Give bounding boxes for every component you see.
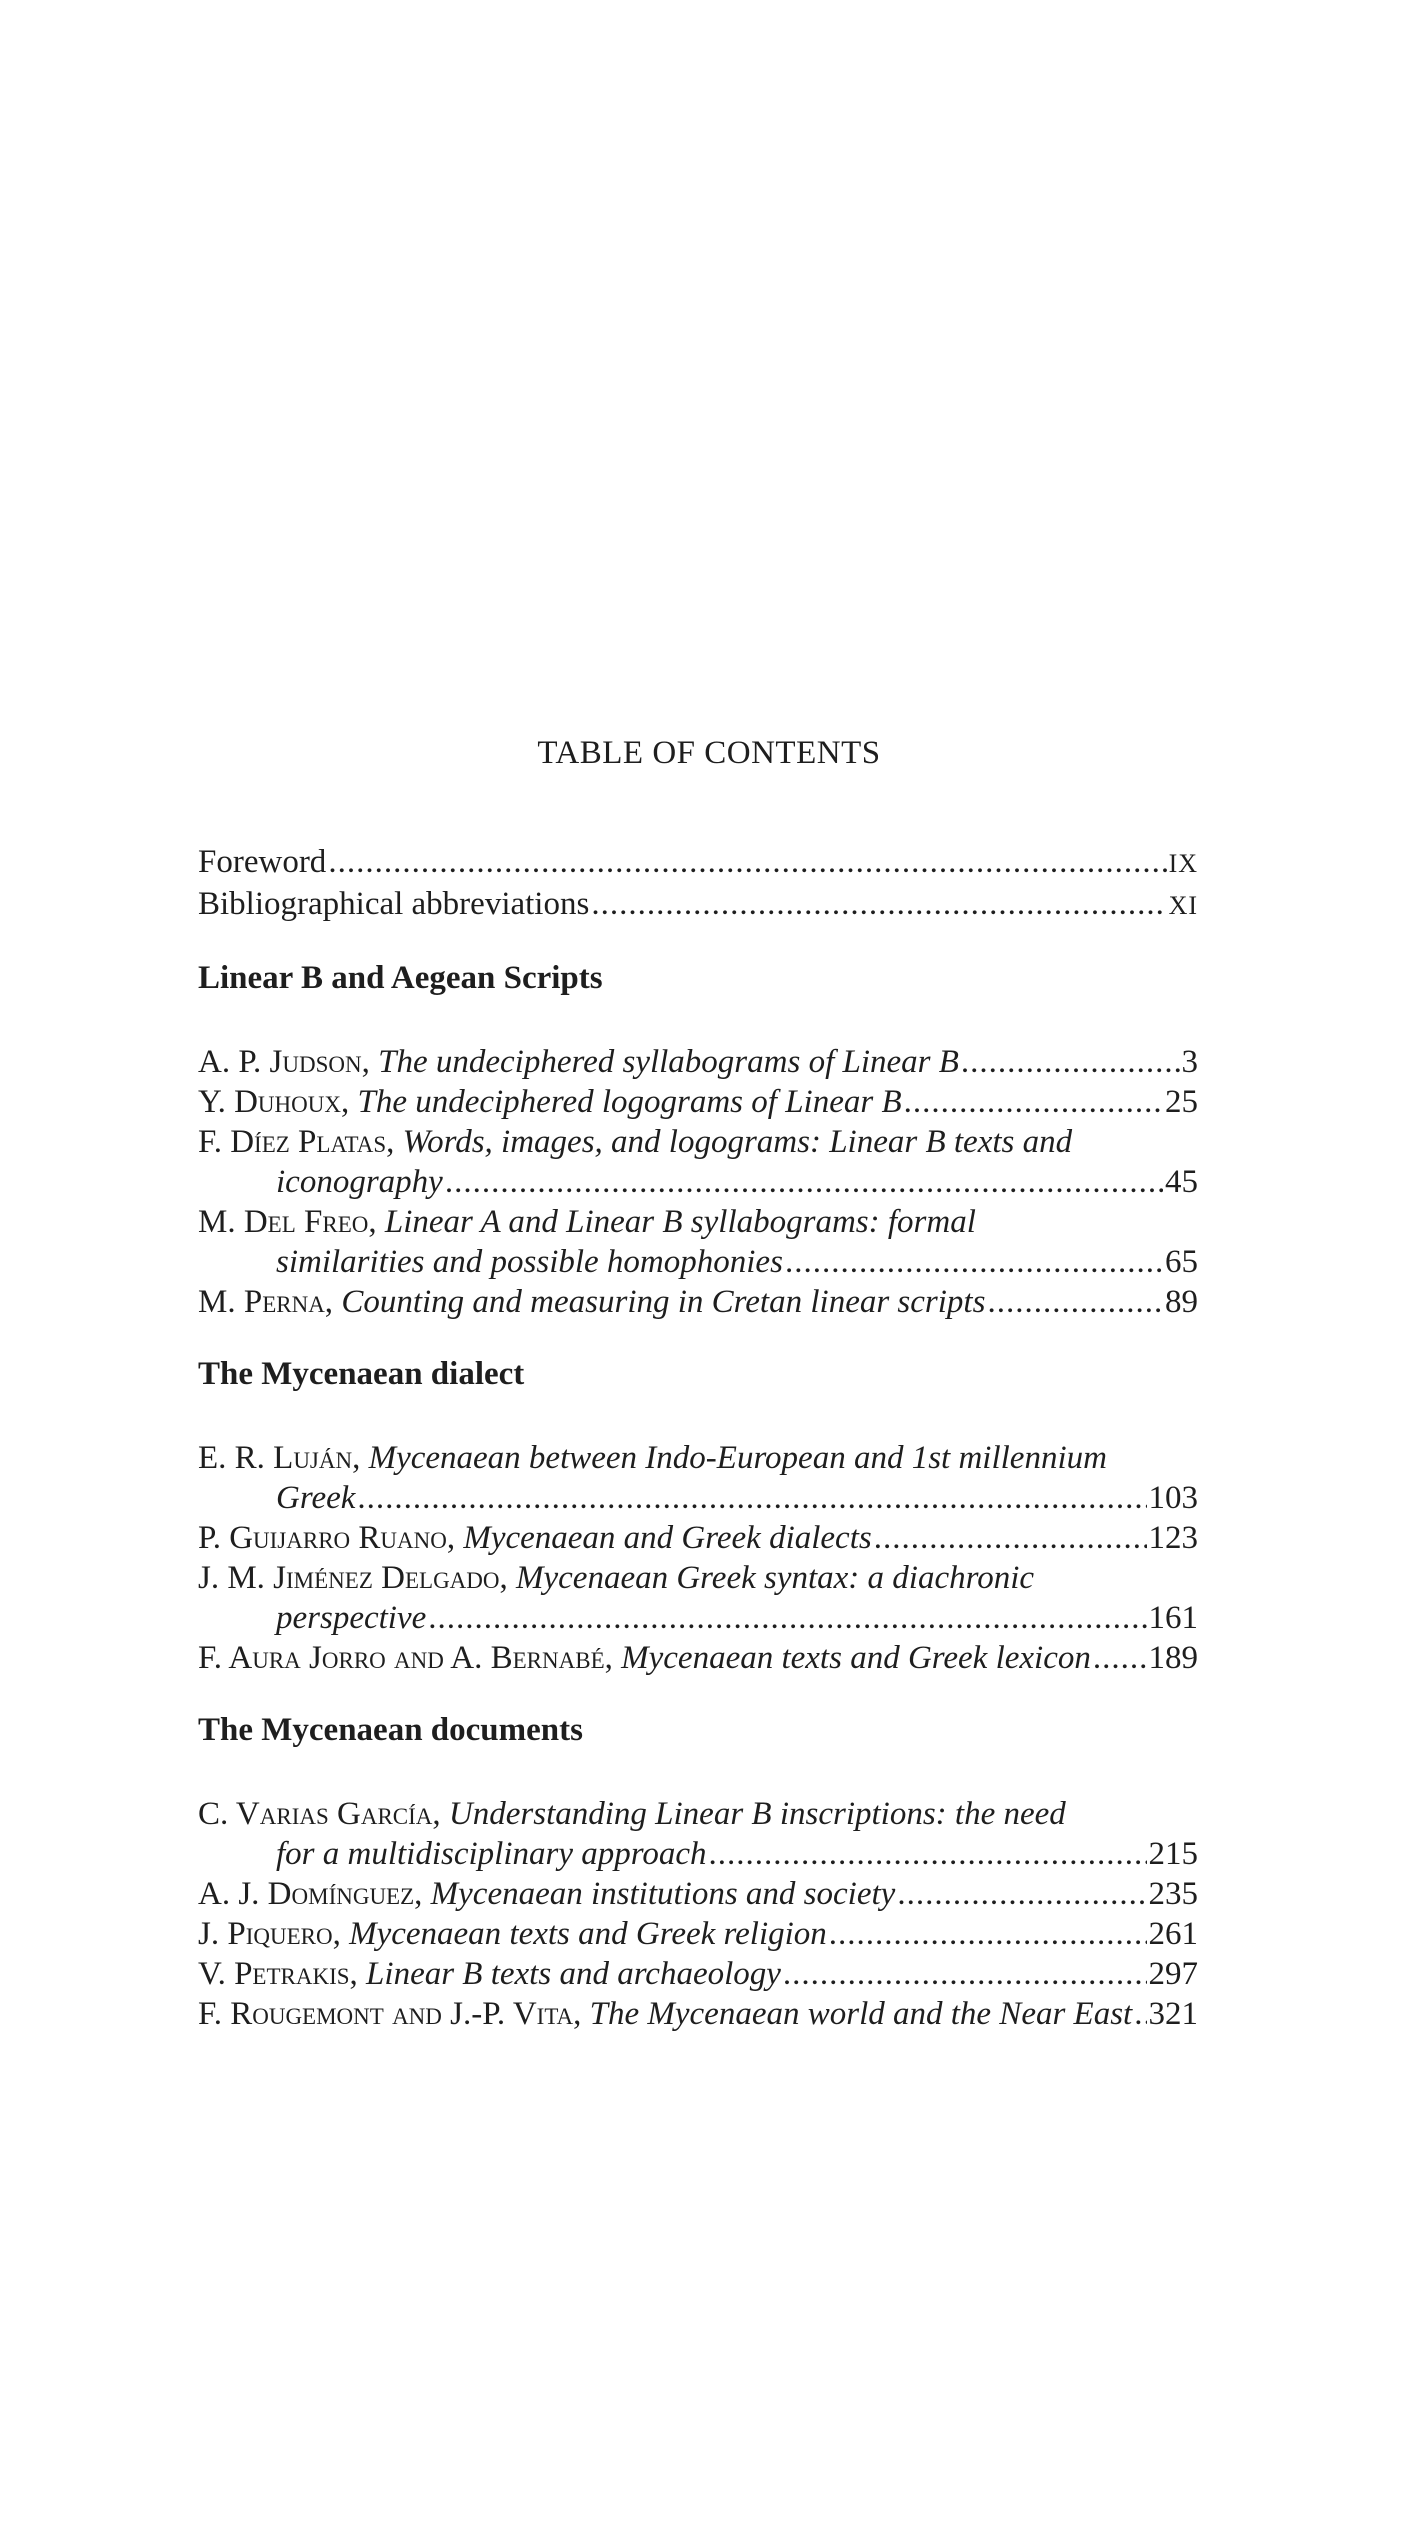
sections (198, 926, 1198, 2034)
entry-title: Mycenaean institutions and society (430, 1876, 896, 1912)
page-number: 45 (1165, 1164, 1198, 1200)
toc-entry[interactable] (198, 1122, 1198, 1202)
dot-leader (783, 1954, 1147, 1994)
dot-leader (1093, 1638, 1147, 1678)
page-number: 65 (1165, 1244, 1198, 1280)
toc-entry[interactable] (198, 1954, 1198, 1994)
toc-entry-foreword[interactable] (198, 842, 1198, 884)
entry-authors: F. Díez Platas, (198, 1124, 395, 1160)
entry-title: perspective (276, 1600, 427, 1636)
page-number: 161 (1148, 1600, 1198, 1636)
dot-leader (874, 1518, 1147, 1558)
toc-entry[interactable] (198, 1518, 1198, 1558)
dot-leader (445, 1162, 1163, 1202)
page-number: 215 (1148, 1836, 1198, 1872)
page-number: 123 (1148, 1520, 1198, 1556)
toc-entry[interactable] (198, 1638, 1198, 1678)
entry-title: The Mycenaean world and the Near East (589, 1996, 1133, 2032)
entry-authors: J. Piquero, (198, 1916, 341, 1952)
entry-authors: Y. Duhoux, (198, 1084, 350, 1120)
toc-entry[interactable] (198, 1082, 1198, 1122)
entry-title: Greek (276, 1480, 356, 1516)
toc-entry-bibliographical-abbreviations[interactable] (198, 884, 1198, 926)
entry-authors: M. Del Freo, (198, 1204, 377, 1240)
page-number: 321 (1148, 1996, 1198, 2032)
toc-entry[interactable] (198, 1794, 1198, 1874)
toc-entry[interactable] (198, 1914, 1198, 1954)
dot-leader (987, 1282, 1163, 1322)
page-number: 103 (1148, 1480, 1198, 1516)
entry-title: similarities and possible homophonies (276, 1244, 783, 1280)
section-heading: Linear B and Aegean Scripts (198, 960, 603, 996)
entry-title: Mycenaean Greek syntax: a diachronic (516, 1560, 1035, 1596)
entry-title: iconography (276, 1164, 443, 1200)
toc-section (198, 1710, 1198, 2034)
dot-leader (328, 842, 1166, 882)
entry-title: The undeciphered syllabograms of Linear B (378, 1044, 959, 1080)
entry-title: Linear A and Linear B syllabograms: formal (384, 1204, 976, 1240)
entry-authors: C. Varias García, (198, 1796, 441, 1832)
toc-entry[interactable] (198, 1202, 1198, 1282)
dot-leader (591, 884, 1166, 924)
entry-title: Words, images, and logograms: Linear B texts and (402, 1124, 1073, 1160)
page-number: 25 (1165, 1084, 1198, 1120)
dot-leader (829, 1914, 1147, 1954)
entry-authors: F. Rougemont and J.-P. Vita, (198, 1996, 582, 2032)
page-number: 89 (1165, 1284, 1198, 1320)
entry-authors: A. P. Judson, (198, 1044, 370, 1080)
toc-entry[interactable] (198, 1874, 1198, 1914)
toc-entry[interactable] (198, 1558, 1198, 1638)
page-number: 261 (1148, 1916, 1198, 1952)
page-number: 189 (1148, 1640, 1198, 1676)
dot-leader (428, 1598, 1146, 1638)
page-title: TABLE OF CONTENTS (537, 735, 881, 771)
entry-title: Counting and measuring in Cretan linear scripts (341, 1284, 986, 1320)
section-heading: The Mycenaean dialect (198, 1356, 525, 1392)
toc-entry[interactable] (198, 1994, 1198, 2034)
entry-title: Bibliographical abbreviations (198, 886, 590, 922)
entry-title: Foreword (198, 844, 327, 880)
toc-entry[interactable] (198, 1438, 1198, 1518)
dot-leader (709, 1834, 1147, 1874)
entry-title: Understanding Linear B inscriptions: the need (448, 1796, 1066, 1832)
entry-title: Mycenaean texts and Greek lexicon (621, 1640, 1091, 1676)
entry-title: Mycenaean and Greek dialects (463, 1520, 872, 1556)
dot-leader (357, 1478, 1146, 1518)
entry-authors: E. R. Luján, (198, 1440, 361, 1476)
toc-section (198, 958, 1198, 1322)
entry-authors: M. Perna, (198, 1284, 334, 1320)
page-number: 297 (1148, 1956, 1198, 1992)
dot-leader (904, 1082, 1163, 1122)
dot-leader (961, 1042, 1180, 1082)
entry-authors: A. J. Domínguez, (198, 1876, 423, 1912)
toc-section (198, 1354, 1198, 1678)
section-heading: The Mycenaean documents (198, 1712, 583, 1748)
entry-title: Mycenaean texts and Greek religion (349, 1916, 827, 1952)
entry-authors: J. M. Jiménez Delgado, (198, 1560, 508, 1596)
front-matter (198, 842, 1198, 926)
entry-authors: V. Petrakis, (198, 1956, 358, 1992)
dot-leader (897, 1874, 1146, 1914)
entry-title: Linear B texts and archaeology (366, 1956, 781, 1992)
entry-authors: F. Aura Jorro and A. Bernabé, (198, 1640, 613, 1676)
page-number: XI (1168, 891, 1198, 920)
page-number: 3 (1181, 1044, 1198, 1080)
entry-title: The undeciphered logograms of Linear B (357, 1084, 902, 1120)
entry-title: Mycenaean between Indo-European and 1st millennium (368, 1440, 1107, 1476)
dot-leader (1134, 1994, 1146, 2034)
dot-leader (785, 1242, 1163, 1282)
page-number: IX (1168, 849, 1198, 878)
page-number: 235 (1148, 1876, 1198, 1912)
toc-entry[interactable] (198, 1042, 1198, 1082)
entry-title: for a multidisciplinary approach (276, 1836, 707, 1872)
toc-entry[interactable] (198, 1282, 1198, 1322)
entry-authors: P. Guijarro Ruano, (198, 1520, 456, 1556)
table-of-contents (198, 842, 1198, 2034)
